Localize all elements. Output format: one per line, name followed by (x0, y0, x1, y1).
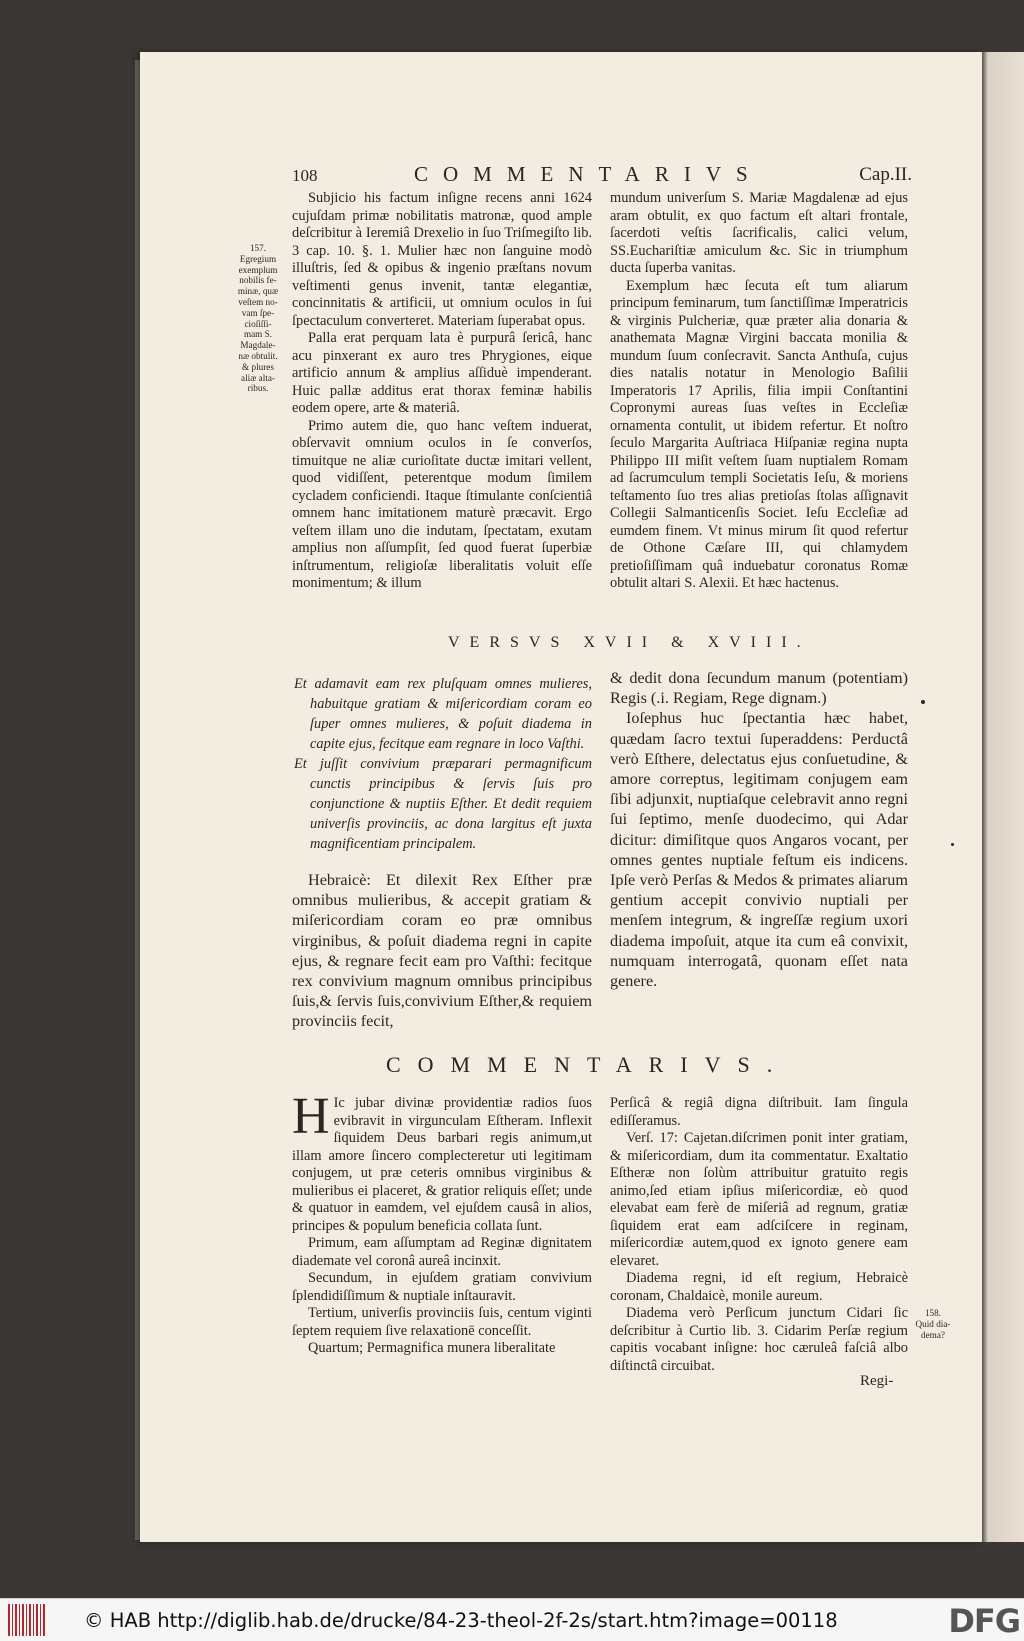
catchword: Regi- (860, 1373, 894, 1389)
paragraph: Perſicâ & regiâ digna diſtribuit. Iam ſingula ediſſeramus. (610, 1095, 908, 1129)
paragraph: Diadema regni, id eſt regium, Hebraicè coronam, Chaldaicè, monile aureum. (610, 1270, 908, 1304)
margin-note-158: 158. Quid dia- dema? (915, 1308, 951, 1340)
column-left-bottom (292, 1088, 592, 1358)
paragraph: Secundum, in ejuſdem gratiam convivium ſplendidiſſimum & nuptiale inſtauravit. (292, 1270, 592, 1304)
verse-text (294, 674, 592, 854)
column-right-mid (610, 668, 908, 991)
page-number: 108 (292, 166, 318, 185)
source-link[interactable]: © HAB http://diglib.hab.de/drucke/84-23-theol-2f-2s/start.htm?image=00118 (84, 1609, 838, 1632)
next-page-edge (982, 52, 1024, 1542)
paragraph: Primo autem die, quo hanc veſtem induerat, obſervavit omnium oculos in ſe converſos, timuitque ne aliæ curioſitate ductæ imitari vellent, quod vidiſſent, peterentque modum ſimilem cycladem conficiendi. Itaque ſtimulante conſcientiâ omnem hanc imitationem maturè præcavit. Ergo veſtem illam uno die indutam, ſpectatam, exutam amplius non aſſumpſit, ſed quod fuerat ſuperbiæ inſtrumentum, religioſæ liberalitatis voluit eſſe monimentum; & illum (292, 417, 592, 591)
running-head (292, 162, 912, 188)
paragraph: Hebraicè: Et dilexit Rex Eſther præ omnibus mulieribus, & accepit gratiam & miſericordiam coram eo præ omnibus virginibus, & poſuit diadema regni in capite ejus, & regnare fecit eam pro Vaſthi: fecitque rex convivium magnum omnibus principibus ſuis,& ſervis ſuis,convivium Eſther,& requiem provinciis fecit, (292, 871, 592, 1031)
dfg-logo: DFG (948, 1602, 1020, 1640)
verse-paragraph: Et adamavit eam rex pluſquam omnes mulieres, habuitque gratiam & miſericordiam coram eo ſuper omnes mulieres, & poſuit diadema in capite ejus, fecitque eam regnare in loco Vaſthi. (294, 676, 592, 752)
paragraph: mundum univerſum S. Mariæ Magdalenæ ad ejus aram obtulit, ex quo factum eſt altari frontale, ſacerdoti veſtis ſacrificalis, calici velum, SS.Euchariſtiæ amiculum &c. Sic in triumphum ducta ſuperba vanitas. (610, 190, 908, 276)
margin-note-157: 157. Egregium exemplum nobilis fe- minæ, quæ veſtem no- vam ſpe- cioſiſſi- mam S. Magdale- næ obtulit. & plures aliæ alta- ribus. (237, 243, 279, 394)
paragraph: Primum, eam aſſumptam ad Reginæ dignitatem diademate vel coronâ aureâ incinxit. (292, 1235, 592, 1269)
paragraph: Quartum; Permagnifica munera liberalitate (308, 1340, 556, 1356)
barcode-icon (8, 1604, 46, 1636)
column-left-top (292, 190, 592, 593)
paragraph: Ioſephus huc ſpectantia hæc habet, quædam ſacro textui ſuperaddens: Perductâ verò Eſthere, delectatus ejus conſuetudine, & amore correptus, legitimam conjugem eam ſibi adjunxit, nuptiaſque celebravit anno regni ſui ſeptimo, menſe duodecimo, qui Adar dicitur: dimiſitque quos Angaros vocant, per omnes gentes nuptiale feſtum eis indicens. Ipſe verò Perſas & Medos & primates aliarum gentium accepit convivio nuptiali per menſem integrum, & ingreſſæ regium uxori diadema impoſuit, atque ita cum eâ convixit, numquam interrogatâ, quonam eſſet nata genere. (610, 709, 908, 991)
paragraph: Palla erat perquam lata è purpurâ ſericâ, hanc acu pinxerant ex auro tres Phrygiones, eique artificio annum & amplius aſſiduè impenderant. Huic pallæ additus erat thorax feminæ habilis eodem opere, arte & materiâ. (292, 330, 592, 416)
chapter-label: Cap.II. (859, 164, 912, 185)
versus-heading: VERSVS XVII & XVIII. (448, 634, 811, 651)
column-right-top (610, 190, 908, 593)
ink-dot (921, 700, 925, 704)
paragraph: Ic jubar divinæ providentiæ radios ſuos evibravit in virgunculam Eſtheram. Inflexit ſiquidem Deus barbari regis animum,ut illam amore ſincero complecteretur uti legitimam conjugem, ut præ ceteris omnibus virginibus & mulieribus ei placeret, & gratior reliquis eſſet; unde & quatuor in eamdem, vel ejuſdem causâ in alios, principes & populum beneficia collata ſunt. (292, 1095, 592, 1234)
hebraice-text (292, 870, 592, 1032)
drop-capital: H (292, 1088, 330, 1145)
paragraph: Exemplum hæc ſecuta eſt tum aliarum principum feminarum, tum ſanctiſſimæ Imperatricis & virginis Pulcheriæ, quæ præter alia donaria & anathemata Magnæ Virgini baccata monilia & mundum ſuum conſecravit. Sancta Anthuſa, cujus dies natalis notatur in Menologio Baſilii Imperatoris 17 Aprilis, filia impii Conſtantini Copronymi aureas ſuas veſtes in Eccleſiæ ornamenta contulit, ut ibidem refertur. Et noſtro ſeculo Margarita Auſtriaca Hiſpaniæ regina nupta Philippo III miſit veſtem ſuam nuptialem Romam ad ſacrumculum templi Societatis Ieſu, & moriens teſtamento ſuo tres alias pretioſas ſtolas aſſignavit Collegii Salmanticenſis Societ. Ieſu Eccleſiæ ad eumdem finem. Vt minus mirum ſit quod refertur de Othone Cæſare III, qui chlamydem pretioſiſſimam quâ induebatur coronatus Romæ obtulit altari S. Alexii. Et hæc hactenus. (610, 277, 908, 591)
paragraph: Tertium, univerſis provinciis ſuis, centum viginti ſeptem requiem ſive relaxationē conceſſit. (292, 1305, 592, 1339)
column-right-bottom (610, 1095, 908, 1375)
ink-dot (951, 843, 954, 846)
verse-paragraph: Et juſſit convivium præparari permagnificum cunctis principibus & ſervis ſuis pro conjunctione & nuptiis Eſther. Et dedit requiem univerſis provinciis, ac dona largitus eſt juxta magnificentiam principalem. (294, 756, 592, 852)
paragraph: & dedit dona ſecundum manum (potentiam) Regis (.i. Regiam, Rege dignam.) (610, 669, 908, 708)
paragraph: Diadema verò Perſicum junctum Cidari ſic deſcribitur à Curtio lib. 3. Cidarim Perſæ regium capitis vocabant inſigne: hoc cæruleâ faſciâ albo diſtinctâ circuibat. (610, 1305, 908, 1374)
paragraph: Verſ. 17: Cajetan.diſcrimen ponit inter gratiam, & miſericordiam, dum ita commentatur. Exaltatio Eſtheræ non ſolùm attribuitur gratuito regis animo,ſed etiam ipſius miſericordiæ, eò quod elevabat eam ferè de miſeriâ ad regnum, gratiæ ſiquidem erat eam adſciſcere in reginam, miſericordiæ autem,quod ex ignoto genere eam elevaret. (610, 1130, 908, 1269)
commentarius-heading: COMMENTARIVS. (386, 1052, 790, 1077)
paragraph: Subjicio his factum inſigne recens anni 1624 cujuſdam primæ nobilitatis matronæ, quod ample deſcribitur à Ieremiâ Drexelio in ſuo Triſmegiſto lib. 3 cap. 10. §. 1. Mulier hæc non ſanguine modò illuſtris, ſed & opibus & ingenio præſtans novum veſtimenti genus invenit, tantæ elegantiæ, concinnitatis & artificii, ut omnium oculos in ſui ſpectaculum converteret. Materiam ſuperabat opus. (292, 190, 592, 329)
running-title: COMMENTARIVS (414, 162, 763, 186)
footer-bar (0, 1598, 1024, 1641)
